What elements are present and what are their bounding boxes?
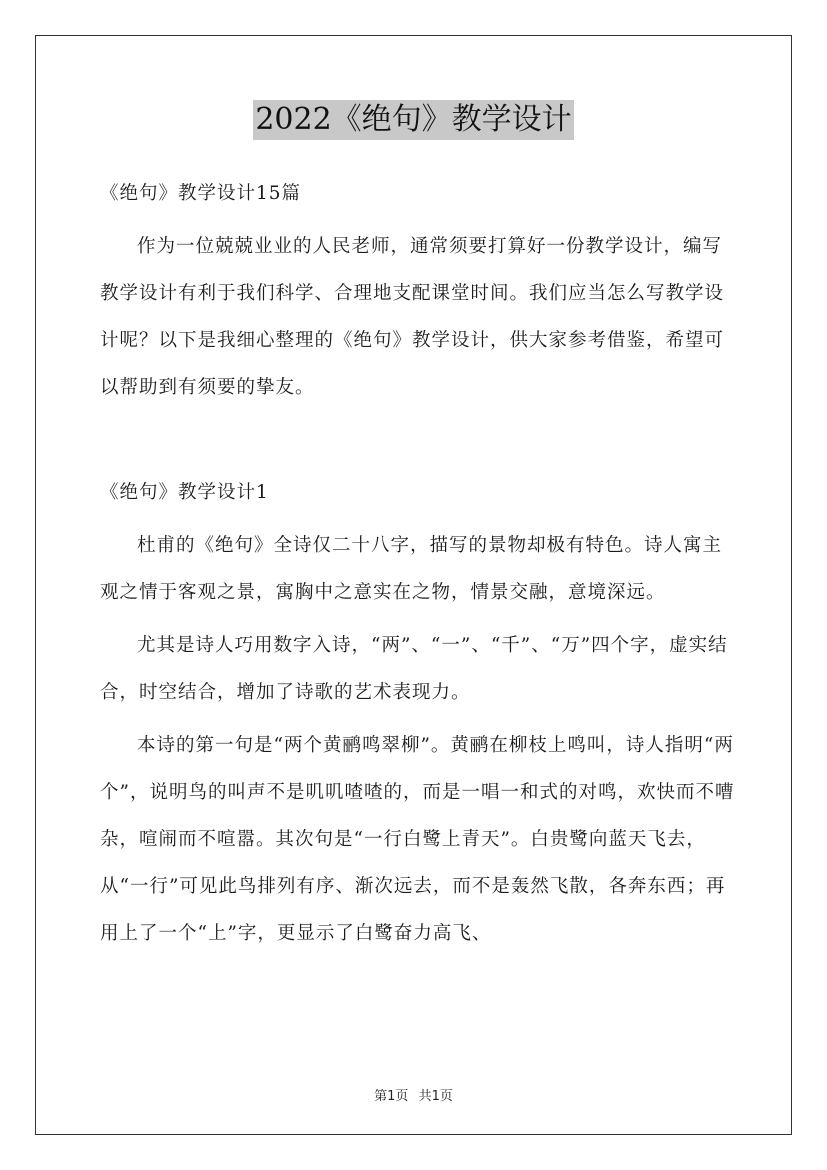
title-container (0, 100, 827, 140)
section-heading: 《绝句》教学设计1 (100, 482, 269, 503)
document-title: 2022《绝句》教学设计 (253, 100, 573, 140)
body-paragraph: 本诗的第一句是“两个黄鹂鸣翠柳”。黄鹂在柳枝上鸣叫，诗人指明“两个”，说明鸟的叫声不是叽叽喳喳的，而是一唱一和式的对鸣，欢快而不嘈杂，喧闹而不喧嚣。其次句是“一行白鹭上青天”。白贵鹭向蓝天飞去，从“一行”可见此鸟排列有序、渐次远去，而不是轰然飞散，各奔东西；再用上了一个“上”字，更显示了白鹭奋力高飞、 (100, 735, 735, 944)
page-number: 第1页 (374, 1089, 409, 1104)
body-paragraph: 杜甫的《绝句》全诗仅二十八字，描写的景物却极有特色。诗人寓主观之情于客观之景，寓胸中之意实在之物，情景交融，意境深远。 (100, 535, 723, 603)
page-footer (0, 1085, 827, 1104)
intro-paragraph: 作为一位兢兢业业的人民老师，通常须要打算好一份教学设计，编写教学设计有利于我们科学、合理地支配课堂时间。我们应当怎么写教学设计呢？以下是我细心整理的《绝句》教学设计，供大家参考借鉴，希望可以帮助到有须要的挚友。 (100, 236, 725, 398)
document-subtitle: 《绝句》教学设计15篇 (100, 183, 302, 204)
page-total: 共1页 (418, 1089, 453, 1104)
body-paragraph: 尤其是诗人巧用数字入诗，“两”、“一”、“千”、“万”四个字，虚实结合，时空结合，增加了诗歌的艺术表现力。 (100, 635, 728, 703)
document-body (100, 170, 740, 957)
